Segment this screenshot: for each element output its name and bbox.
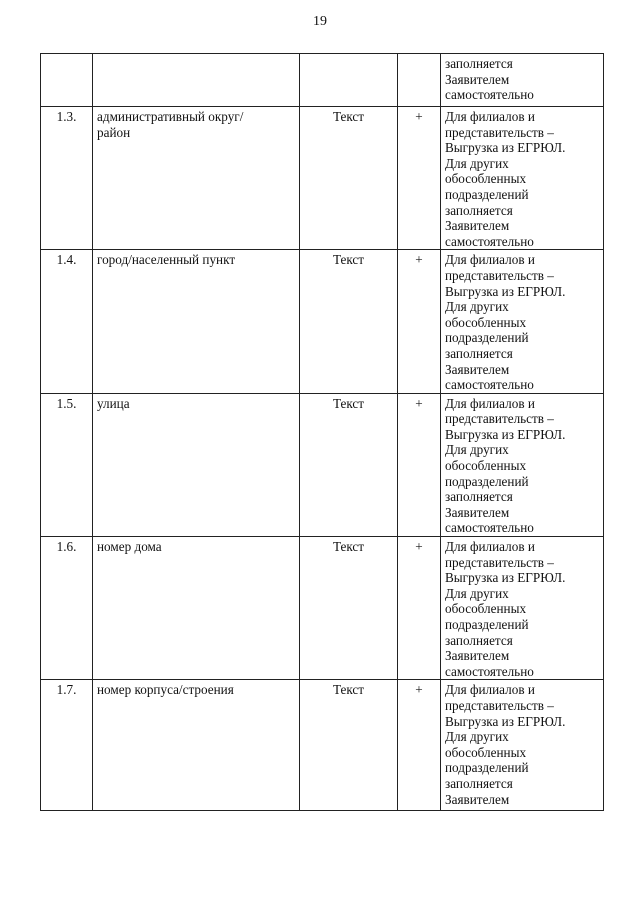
note-line: Выгрузка из ЕГРЮЛ. — [445, 140, 566, 156]
note-line: представительств – — [445, 267, 554, 283]
note-line: самостоятельно — [445, 377, 534, 393]
cell-type — [300, 54, 398, 107]
note-line: Выгрузка из ЕГРЮЛ. — [445, 283, 566, 299]
note-line: обособленных — [445, 601, 527, 617]
cell-type: Текст — [300, 680, 398, 811]
note-line: Для филиалов и — [445, 252, 535, 268]
note-line: представительств – — [445, 554, 554, 570]
note-line: Заявителем — [445, 504, 510, 520]
table-row — [41, 680, 604, 811]
note-line: Для филиалов и — [445, 395, 535, 411]
note-line: Для филиалов и — [445, 109, 535, 124]
note-line: Для филиалов и — [445, 539, 535, 555]
cell-required: + — [398, 107, 441, 250]
field-name-line: город/населенный пункт — [97, 252, 236, 268]
note-line: Выгрузка из ЕГРЮЛ. — [445, 713, 566, 729]
note-line: Для других — [445, 155, 509, 171]
cell-required — [398, 54, 441, 107]
note-line: обособленных — [445, 171, 527, 187]
field-name-line: улица — [97, 395, 130, 411]
note-line: Заявителем — [445, 791, 510, 807]
note-line: самостоятельно — [445, 87, 534, 103]
note-line: Для других — [445, 299, 509, 315]
cell-note — [441, 680, 604, 811]
note-line: Для других — [445, 585, 509, 601]
cell-type: Текст — [300, 250, 398, 393]
field-name-line: административный округ/ — [97, 109, 244, 124]
note-line: заполняется — [445, 489, 513, 505]
note-line: подразделений — [445, 760, 529, 776]
note-line: представительств – — [445, 124, 554, 140]
note-line: представительств – — [445, 697, 554, 713]
note-line: самостоятельно — [445, 520, 534, 536]
note-line: представительств – — [445, 411, 554, 427]
cell-type: Текст — [300, 107, 398, 250]
cell-number: 1.3. — [41, 107, 93, 250]
cell-required: + — [398, 537, 441, 680]
note-line: Выгрузка из ЕГРЮЛ. — [445, 570, 566, 586]
cell-required: + — [398, 393, 441, 536]
cell-number: 1.5. — [41, 393, 93, 536]
note-line: заполняется — [445, 202, 513, 218]
cell-field-name — [93, 680, 300, 811]
cell-type: Текст — [300, 393, 398, 536]
note-line: Для других — [445, 729, 509, 745]
field-name-line: номер корпуса/строения — [97, 682, 234, 698]
note-line: заполняется — [445, 775, 513, 791]
cell-number: 1.6. — [41, 537, 93, 680]
note-line: Для других — [445, 442, 509, 458]
note-line: заполняется — [445, 345, 513, 361]
note-line: обособленных — [445, 458, 527, 474]
note-line: Заявителем — [445, 648, 510, 664]
note-line: Для филиалов и — [445, 682, 535, 698]
page-number: 19 — [313, 14, 327, 29]
cell-number: 1.7. — [41, 680, 93, 811]
cell-field-name — [93, 107, 300, 250]
note-line: подразделений — [445, 473, 529, 489]
note-line: Заявителем — [445, 71, 510, 87]
cell-field-name — [93, 393, 300, 536]
cell-note — [441, 107, 604, 250]
cell-note — [441, 54, 604, 107]
note-line: подразделений — [445, 186, 529, 202]
cell-note — [441, 537, 604, 680]
cell-required: + — [398, 250, 441, 393]
cell-note — [441, 393, 604, 536]
field-name-line: номер дома — [97, 539, 162, 555]
table-row — [41, 107, 604, 250]
cell-required: + — [398, 680, 441, 811]
note-line: самостоятельно — [445, 233, 534, 249]
note-line: подразделений — [445, 617, 529, 632]
cell-field-name — [93, 250, 300, 393]
table-row — [41, 537, 604, 680]
table-row-continued — [41, 54, 604, 107]
note-line: Заявителем — [445, 361, 510, 377]
table-row — [41, 393, 604, 536]
table-row — [41, 250, 604, 393]
cell-field-name — [93, 537, 300, 680]
cell-number: 1.4. — [41, 250, 93, 393]
cell-field-name — [93, 54, 300, 107]
cell-number — [41, 54, 93, 107]
note-line: заполняется — [445, 632, 513, 648]
note-line: самостоятельно — [445, 663, 534, 679]
note-line: подразделений — [445, 330, 529, 346]
cell-type: Текст — [300, 537, 398, 680]
cell-note — [441, 250, 604, 393]
note-line: Заявителем — [445, 218, 510, 234]
note-line: обособленных — [445, 314, 527, 330]
note-line: заполняется — [445, 56, 513, 71]
fields-table — [40, 53, 604, 811]
note-line: Выгрузка из ЕГРЮЛ. — [445, 426, 566, 442]
note-line: обособленных — [445, 744, 527, 760]
field-name-line: район — [97, 124, 131, 140]
